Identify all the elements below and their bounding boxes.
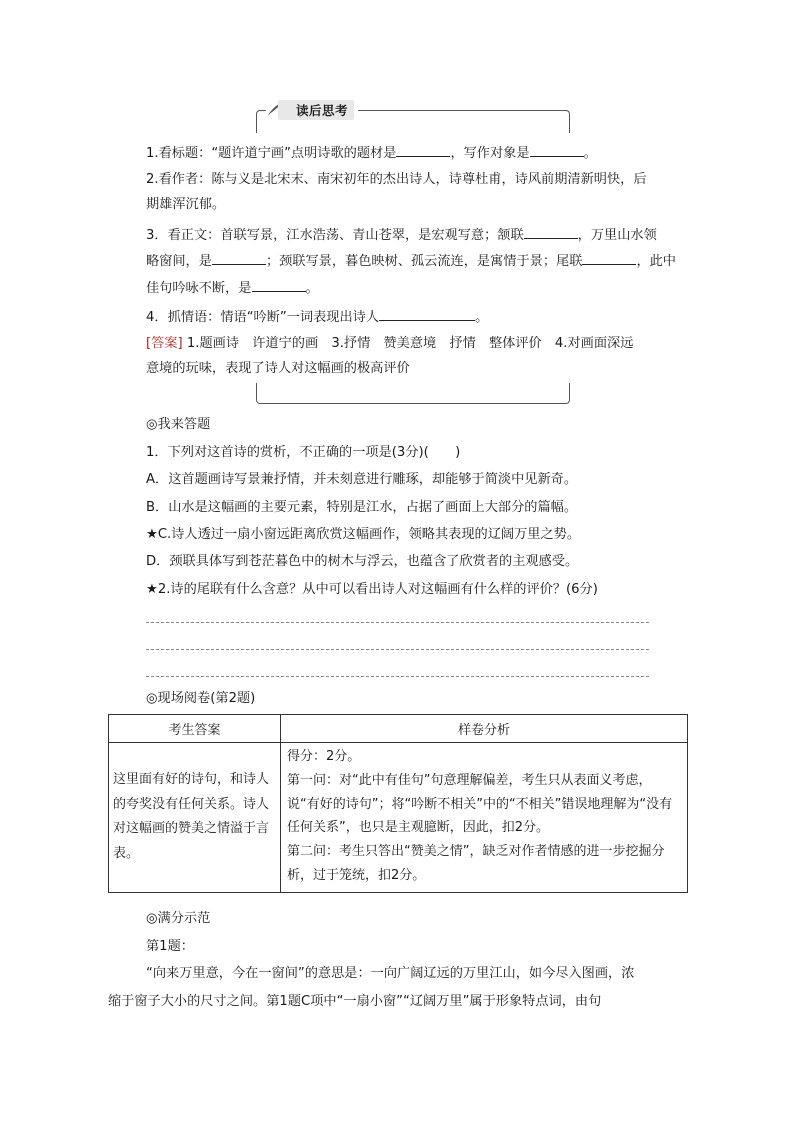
think-q3-text-a: 3．看正文：首联写景，江水浩荡、青山苍翠，是宏观写意；颔联 <box>146 228 524 243</box>
think-q3-text-g: 。 <box>305 281 319 296</box>
model-heading: ◎满分示范 <box>146 911 211 926</box>
think-q3-text-e: ，此中 <box>636 254 676 269</box>
part1-text: 第一问：对“此中有佳句”句意理解偏差，考生只从表面义考虑，说“有好的诗句”；将“吟断不相关”中的“不相关”错误地理解为“没有任何关系”，也只是主观臆断，因此，扣2分。 <box>287 772 673 836</box>
model-para-line1: “向来万里意，今在一窗间”的意思是：一向广阔辽远的万里江山，如今尽入图画，浓 <box>146 966 635 981</box>
blank[interactable] <box>379 308 475 321</box>
student-answer-cell: 这里面有好的诗句，和诗人的夸奖没有任何关系。诗人对这幅画的赞美之情溢于言表。 <box>109 743 281 893</box>
answer-line-dashed[interactable] <box>146 649 649 650</box>
think-q1-text-b: ，写作对象是 <box>450 146 530 161</box>
think-q1-text-a: 1.看标题：“题许道宁画”点明诗歌的题材是 <box>146 146 397 161</box>
think-q3-line3 <box>146 279 319 298</box>
think-q2-line2: 期雄浑沉郁。 <box>146 197 226 212</box>
answer-text-1: 1.题画诗 许道宁的画 3.抒情 赞美意境 抒情 整体评价 4.对画面深远 <box>186 336 634 351</box>
answer-line2: 意境的玩味，表现了诗人对这幅画的极高评价 <box>146 361 410 376</box>
think-q3-line2 <box>146 252 676 271</box>
blank[interactable] <box>530 144 584 157</box>
score-text: 得分：2分。 <box>287 749 361 764</box>
blank[interactable] <box>252 279 306 292</box>
think-q3-text-d: ；颈联写景，暮色映树、孤云流连，是寓情于景；尾联 <box>265 254 583 269</box>
banner-title: 读后思考 <box>278 100 354 120</box>
answer-section-heading: ◎我来答题 <box>146 417 211 432</box>
think-q1 <box>146 144 597 163</box>
review-table <box>108 714 688 893</box>
think-box-bottom-border <box>256 383 570 404</box>
blank[interactable] <box>524 226 578 239</box>
answer-line-dashed[interactable] <box>146 676 649 677</box>
think-q4-text-a: 4．抓情语：情语“吟断”一词表现出诗人 <box>146 310 380 325</box>
answer-line1 <box>146 335 633 353</box>
blank[interactable] <box>396 144 450 157</box>
question-2: ★2.诗的尾联有什么含意？从中可以看出诗人对这幅画有什么样的评价？(6分) <box>146 582 598 597</box>
table-row <box>109 743 688 893</box>
table-header-row <box>109 715 688 743</box>
answer-tag: [答案] <box>146 336 183 351</box>
part2-text: 第二问：考生只答出“赞美之情”，缺乏对作者情感的进一步挖掘分析，过于笼统，扣2分。 <box>287 844 665 883</box>
blank[interactable] <box>212 252 266 265</box>
think-q3-text-c: 略窗间，是 <box>146 254 212 269</box>
model-para-line2: 缩于窗子大小的尺寸之间。第1题C项中“一扇小窗”“辽阔万里”属于形象特点词，由句 <box>108 994 602 1009</box>
think-q3-text-b: ，万里山水领 <box>577 228 657 243</box>
model-sub: 第1题： <box>146 939 194 954</box>
option-a: A．这首题画诗写景兼抒情，并未刻意进行雕琢，却能够于简淡中见新奇。 <box>146 472 578 487</box>
think-q3-text-f: 佳句吟咏不断，是 <box>146 281 252 296</box>
analysis-cell <box>281 743 688 893</box>
blank[interactable] <box>582 252 636 265</box>
think-q2-line1: 2.看作者：陈与义是北宋末、南宋初年的杰出诗人，诗尊杜甫，诗风前期清新明快，后 <box>146 172 647 187</box>
think-q3-line1 <box>146 226 657 245</box>
option-d: D．颈联具体写到苍茫暮色中的树木与浮云，也蕴含了欣赏者的主观感受。 <box>146 554 579 569</box>
review-heading: ◎现场阅卷(第2题) <box>146 691 256 706</box>
think-q1-text-c: 。 <box>583 146 597 161</box>
question-1: 1．下列对这首诗的赏析，不正确的一项是(3分)( ) <box>146 445 461 460</box>
col-student-header: 考生答案 <box>109 715 281 743</box>
option-c: ★C.诗人透过一扇小窗远距离欣赏这幅画作，领略其表现的辽阔万里之势。 <box>146 527 581 542</box>
think-q4 <box>146 308 488 327</box>
think-banner <box>266 100 358 120</box>
answer-line-dashed[interactable] <box>146 622 649 623</box>
col-analysis-header: 样卷分析 <box>281 715 688 743</box>
option-b: B．山水是这幅画的主要元素，特别是江水，占据了画面上大部分的篇幅。 <box>146 500 578 515</box>
think-q4-text-b: 。 <box>475 310 489 325</box>
